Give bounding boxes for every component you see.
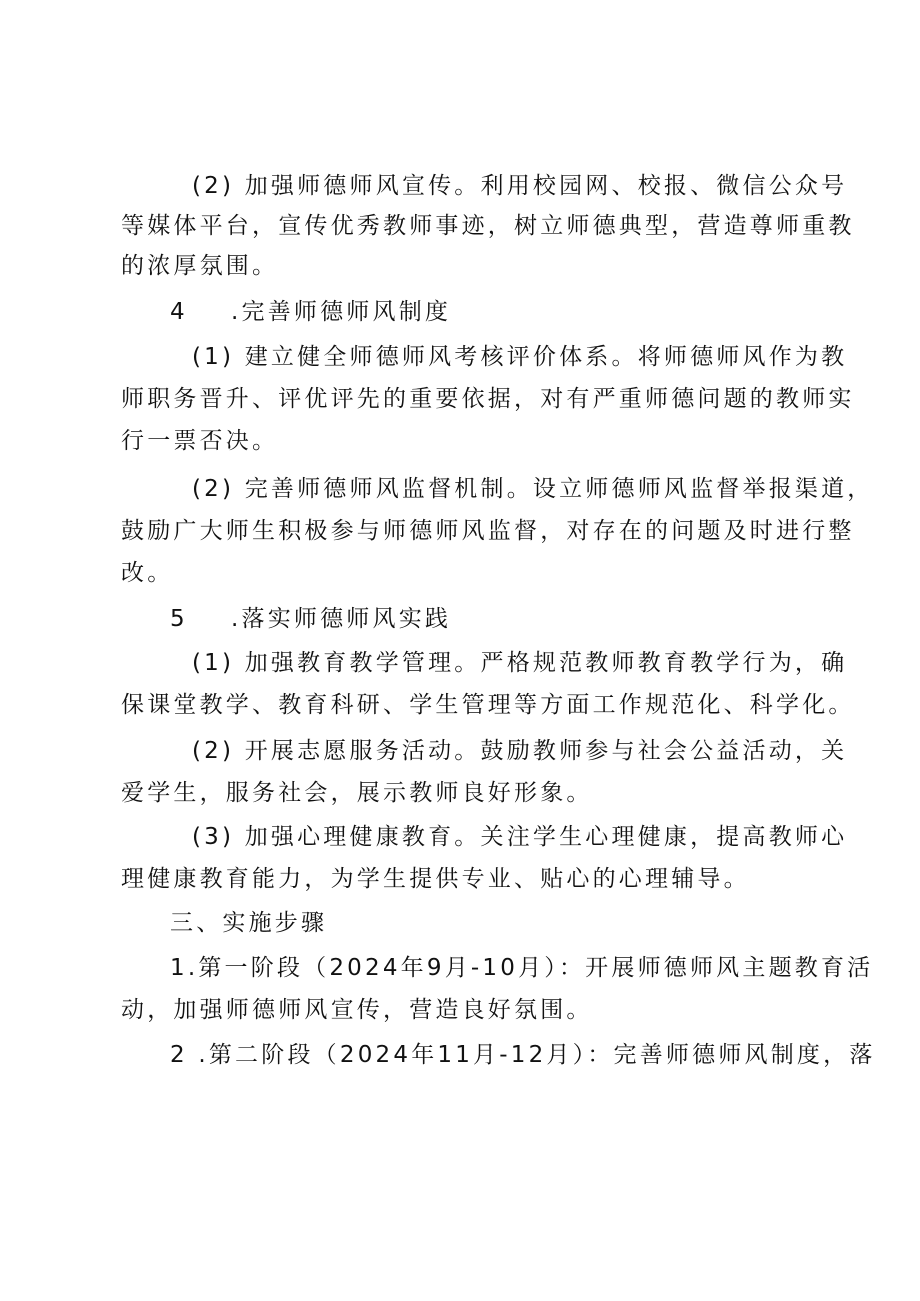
section-heading: 三、实施步骤: [170, 910, 328, 936]
paragraph-line: 鼓励广大师生积极参与师德师风监督，对存在的问题及时进行整: [121, 518, 855, 544]
paragraph-line: 改。: [121, 560, 174, 586]
paragraph-line: 2 .第二阶段（2024年11月-12月）：完善师德师风制度，落: [170, 1042, 876, 1068]
paragraph-line: 的浓厚氛围。: [121, 253, 279, 279]
paragraph-line: 动，加强师德师风宣传，营造良好氛围。: [121, 997, 593, 1023]
paragraph-line: (3) 加强心理健康教育。关注学生心理健康，提高教师心: [192, 824, 848, 850]
paragraph-line: (2) 完善师德师风监督机制。设立师德师风监督举报渠道，: [192, 476, 874, 502]
section-heading: .完善师德师风制度: [231, 299, 452, 325]
paragraph-line: 师职务晋升、评优评先的重要依据，对有严重师德问题的教师实: [121, 386, 855, 412]
paragraph-line: (2) 开展志愿服务活动。鼓励教师参与社会公益活动，关: [192, 738, 848, 764]
paragraph-line: (1) 加强教育教学管理。严格规范教师教育教学行为，确: [192, 650, 848, 676]
section-number: 4: [170, 299, 185, 325]
paragraph-line: 等媒体平台，宣传优秀教师事迹，树立师德典型，营造尊师重教: [121, 213, 855, 239]
paragraph-line: 行一票否决。: [121, 428, 279, 454]
paragraph-line: (1) 建立健全师德师风考核评价体系。将师德师风作为教: [192, 344, 848, 370]
section-number: 5: [170, 606, 185, 632]
section-heading: .落实师德师风实践: [231, 606, 452, 632]
paragraph-line: 理健康教育能力，为学生提供专业、贴心的心理辅导。: [121, 866, 750, 892]
paragraph-line: 保课堂教学、教育科研、学生管理等方面工作规范化、科学化。: [121, 692, 855, 718]
paragraph-line: 爱学生，服务社会，展示教师良好形象。: [121, 780, 593, 806]
paragraph-line: 1.第一阶段（2024年9月-10月）：开展师德师风主题教育活: [170, 955, 874, 981]
paragraph-line: (2) 加强师德师风宣传。利用校园网、校报、微信公众号: [192, 173, 848, 199]
